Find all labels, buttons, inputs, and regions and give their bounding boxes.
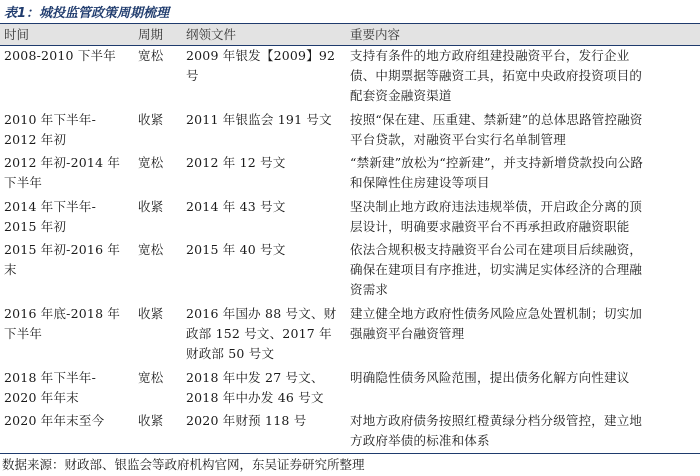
row-8-content: 对地方政府债务按照红橙黄绿分档分级管控，建立地 方政府举债的标准和体系: [350, 413, 643, 448]
row-6-document: 2016 年国办 88 号文、财 政部 152 号文、2017 年 财政部 50 号文: [186, 306, 337, 361]
row-7-cycle: 宽松: [138, 370, 164, 385]
header-cycle: 周期: [138, 27, 164, 42]
bottom-rule: [0, 453, 700, 454]
row-1-time: 2008-2010 下半年: [4, 48, 116, 63]
row-7-time: 2018 年下半年- 2020 年年末: [4, 370, 97, 405]
row-4-content: 坚决制止地方政府违法违规举债，开启政企分离的顶 层设计，明确要求融资平台不再承担政府融资职能: [350, 199, 643, 234]
row-3-time: 2012 年初-2014 年 下半年: [4, 155, 121, 190]
header-time: 时间: [4, 27, 30, 42]
row-5-time: 2015 年初-2016 年 末: [4, 242, 121, 277]
source-note: 数据来源：财政部、银监会等政府机构官网，东吴证券研究所整理: [2, 457, 365, 472]
row-4-time: 2014 年下半年- 2015 年初: [4, 199, 97, 234]
row-7-content: 明确隐性债务风险范围，提出债务化解方向性建议: [350, 370, 630, 385]
row-2-content: 按照“保在建、压重建、禁新建”的总体思路管控融资 平台贷款，对融资平台实行名单制管理: [350, 112, 643, 147]
table-title: 表1：城投监管政策周期梳理: [4, 6, 170, 21]
row-3-document: 2012 年 12 号文: [186, 155, 286, 170]
row-5-cycle: 宽松: [138, 242, 164, 257]
row-4-cycle: 收紧: [138, 199, 164, 214]
header-document: 纲领文件: [186, 27, 237, 42]
row-5-content: 依法合规积极支持融资平台公司在建项目后续融资， 确保在建项目有序推进，切实满足实体经济的合理融 资需求: [350, 242, 643, 297]
row-2-cycle: 收紧: [138, 112, 164, 127]
row-7-document: 2018 年中发 27 号文、 2018 年中办发 46 号文: [186, 370, 324, 405]
row-8-document: 2020 年财预 118 号: [186, 413, 307, 428]
row-8-time: 2020 年年末至今: [4, 413, 105, 428]
row-6-cycle: 收紧: [138, 306, 164, 321]
row-6-content: 建立健全地方政府性债务风险应急处置机制；切实加 强融资平台融资管理: [350, 306, 643, 341]
row-2-time: 2010 年下半年- 2012 年初: [4, 112, 97, 147]
row-5-document: 2015 年 40 号文: [186, 242, 286, 257]
row-1-cycle: 宽松: [138, 48, 164, 63]
row-4-document: 2014 年 43 号文: [186, 199, 286, 214]
row-8-cycle: 收紧: [138, 413, 164, 428]
row-3-cycle: 宽松: [138, 155, 164, 170]
row-2-document: 2011 年银监会 191 号文: [186, 112, 332, 127]
row-1-document: 2009 年银发【2009】92 号: [186, 48, 336, 83]
row-6-time: 2016 年底-2018 年 下半年: [4, 306, 121, 341]
header-content: 重要内容: [350, 27, 401, 42]
row-3-content: “禁新建”放松为“控新建”，并支持新增贷款投向公路 和保障性住房建设等项目: [350, 155, 644, 190]
row-1-content: 支持有条件的地方政府组建投融资平台，发行企业 债、中期票据等融资工具，拓宽中央政府投资项目的 配套资金融资渠道: [350, 48, 643, 103]
